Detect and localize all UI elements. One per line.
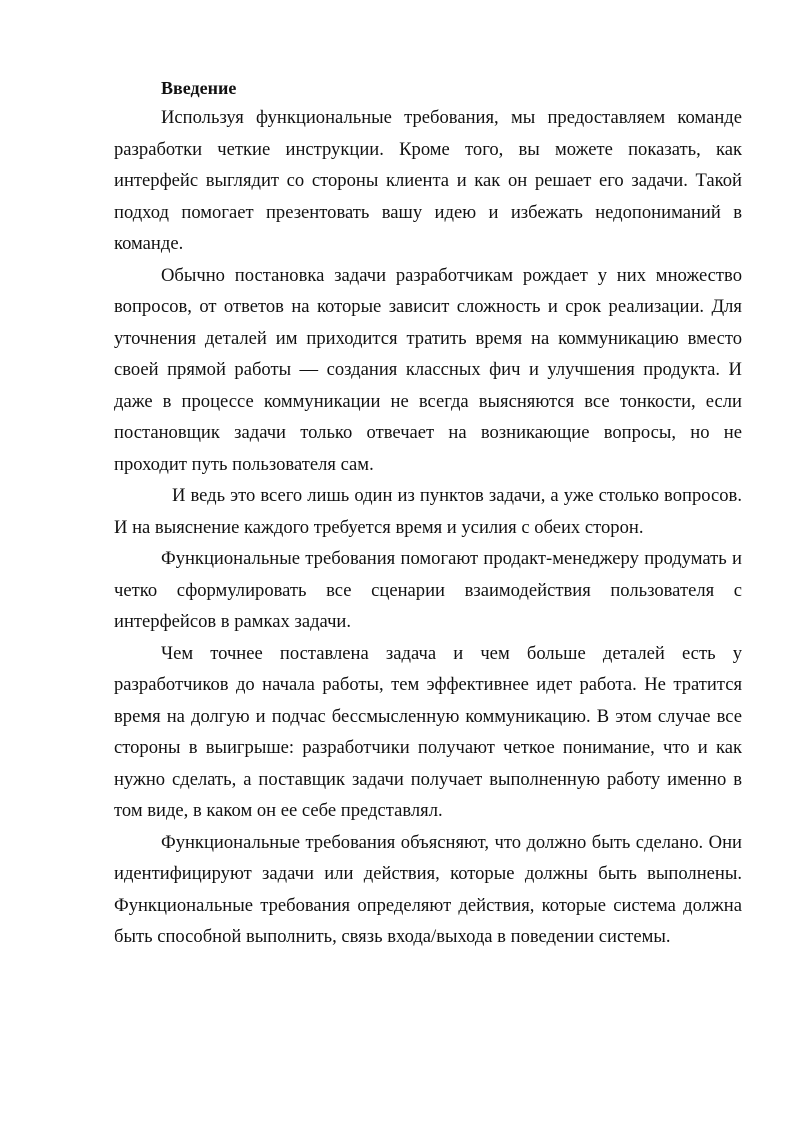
section-heading: Введение — [161, 78, 237, 98]
paragraph-6: Функциональные требования объясняют, что должно быть сделано. Они идентифицируют задачи или действия, которые должны быть выполнены. Функциональные требования определяют действия, которые система должна быть способной выполнить, связь входа/выхода в поведении системы. — [114, 831, 742, 947]
paragraph-4: Функциональные требования помогают продакт-менеджеру продумать и четко сформулировать все сценарии взаимодействия пользователя с интерфейсов в рамках задачи. — [114, 548, 742, 632]
paragraph-5: Чем точнее поставлена задача и чем больше деталей есть у разработчиков до начала работы, тем эффективнее идет работа. Не тратится время на долгую и подчас бессмысленную коммуникацию. В этом случае все стороны в выигрыше: разработчики получают четкое понимание, что и как нужно сделать, а поставщик задачи получает выполненную работу именно в том виде, в каком он ее себе представлял. — [114, 642, 742, 821]
paragraph-1: Используя функциональные требования, мы предоставляем команде разработки четкие инструкции. Кроме того, вы можете показать, как интерфейс выглядит со стороны клиента и как он решает его задачи. Такой подход помогает презентовать вашу идею и избежать недопониманий в команде. — [114, 107, 742, 254]
paragraph-2: Обычно постановка задачи разработчикам рождает у них множество вопросов, от ответов на которые зависит сложность и срок реализации. Для уточнения деталей им приходится тратить время на коммуникацию вместо своей прямой работы — создания классных фич и улучшения продукта. И даже в процессе коммуникации не всегда выясняются все тонкости, если постановщик задачи только отвечает на возникающие вопросы, но не проходит путь пользователя сам. — [114, 264, 742, 475]
document-body — [114, 74, 742, 953]
paragraph-3: И ведь это всего лишь один из пунктов задачи, а уже столько вопросов. И на выяснение каждого требуется время и усилия с обеих сторон. — [114, 485, 742, 538]
